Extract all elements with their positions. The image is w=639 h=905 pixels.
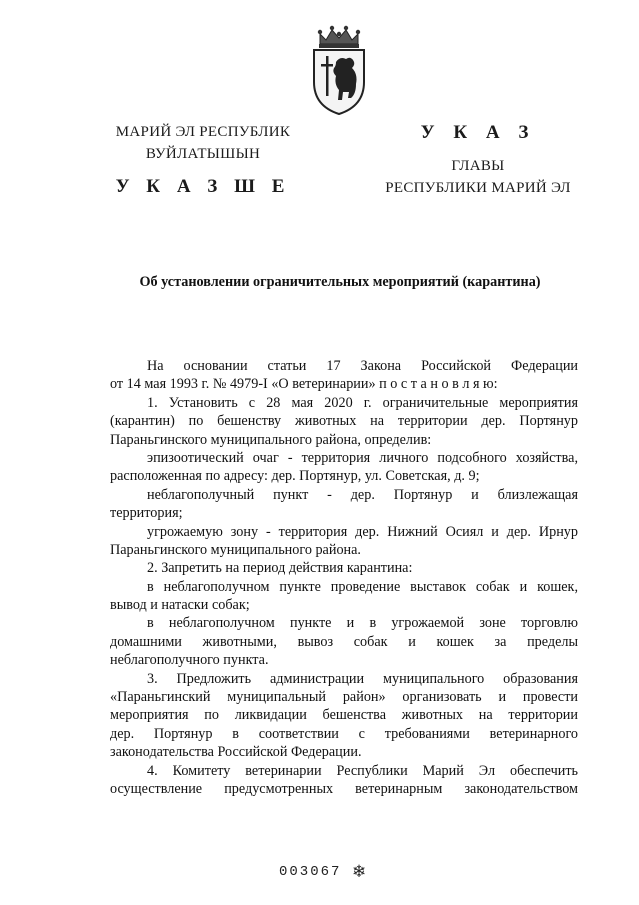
document-body — [110, 357, 578, 798]
header-left-ukaz: У К А З Ш Е — [115, 176, 291, 197]
header-right-line1: ГЛАВЫ — [451, 158, 505, 174]
body-line: 3. Предложить администрации муниципального образования — [147, 670, 578, 687]
body-line: эпизоотический очаг - территория личного подсобного хозяйства, — [147, 449, 578, 466]
header-left-line1: МАРИЙ ЭЛ РЕСПУБЛИК — [115, 124, 291, 140]
body-line: неблагополучный пункт - дер. Портянур и близлежащая — [147, 486, 578, 503]
body-line: расположенная по адресу: дер. Портянур, ул. Советская, д. 9; — [110, 468, 480, 485]
body-line: 2. Запретить на период действия карантина: — [147, 560, 413, 577]
header-left-line2: ВУЙЛАТЫШЫН — [145, 146, 261, 162]
header-right-ukaz: У К А З — [420, 122, 536, 143]
body-line: (карантин) по бешенству животных на территории дер. Портянур — [110, 413, 578, 430]
body-line: 1. Установить с 28 мая 2020 г. ограничительные мероприятия — [147, 394, 578, 411]
body-line: Параньгинского муниципального района, определив: — [110, 431, 432, 448]
body-line: 4. Комитету ветеринарии Республики Марий Эл обеспечить — [147, 762, 578, 779]
body-line: осуществление предусмотренных ветеринарным законодательством — [110, 780, 578, 797]
body-line: территория; — [110, 505, 183, 522]
body-line: в неблагополучном пункте проведение выставок собак и кошек, — [147, 578, 578, 595]
body-line: от 14 мая 1993 г. № 4979-I «О ветеринарии» п о с т а н о в л я ю: — [110, 376, 498, 393]
body-line: дер. Портянур в соответствии с требованиями ветеринарного — [110, 725, 578, 742]
header-left-block — [96, 121, 310, 199]
body-line: домашними животными, вывоз собак и кошек за пределы — [110, 633, 578, 650]
body-line: в неблагополучном пункте и в угрожаемой зоне торговлю — [147, 615, 578, 632]
snowflake-mark-icon: ❄ — [352, 862, 367, 882]
body-line: законодательства Российской Федерации. — [110, 744, 362, 761]
coat-of-arms-icon — [306, 22, 372, 118]
header-right-block — [362, 121, 594, 199]
body-line: угрожаемую зону - территория дер. Нижний Осиял и дер. Ирнур — [147, 523, 578, 540]
header-right-line2: РЕСПУБЛИКИ МАРИЙ ЭЛ — [385, 180, 571, 196]
document-title: Об установлении ограничительных мероприятий (карантина) — [139, 274, 541, 290]
body-line: мероприятия по ликвидации бешенства животных на территории — [110, 707, 578, 724]
document-number: 003067 — [279, 864, 342, 880]
body-line: На основании статьи 17 Закона Российской Федерации — [147, 358, 578, 374]
body-line: вывод и натаски собак; — [110, 597, 250, 614]
body-line: «Параньгинский муниципальный район» организовать и провести — [110, 689, 578, 706]
body-line: Параньгинского муниципального района. — [110, 541, 361, 558]
body-line: неблагополучного пункта. — [110, 652, 269, 669]
